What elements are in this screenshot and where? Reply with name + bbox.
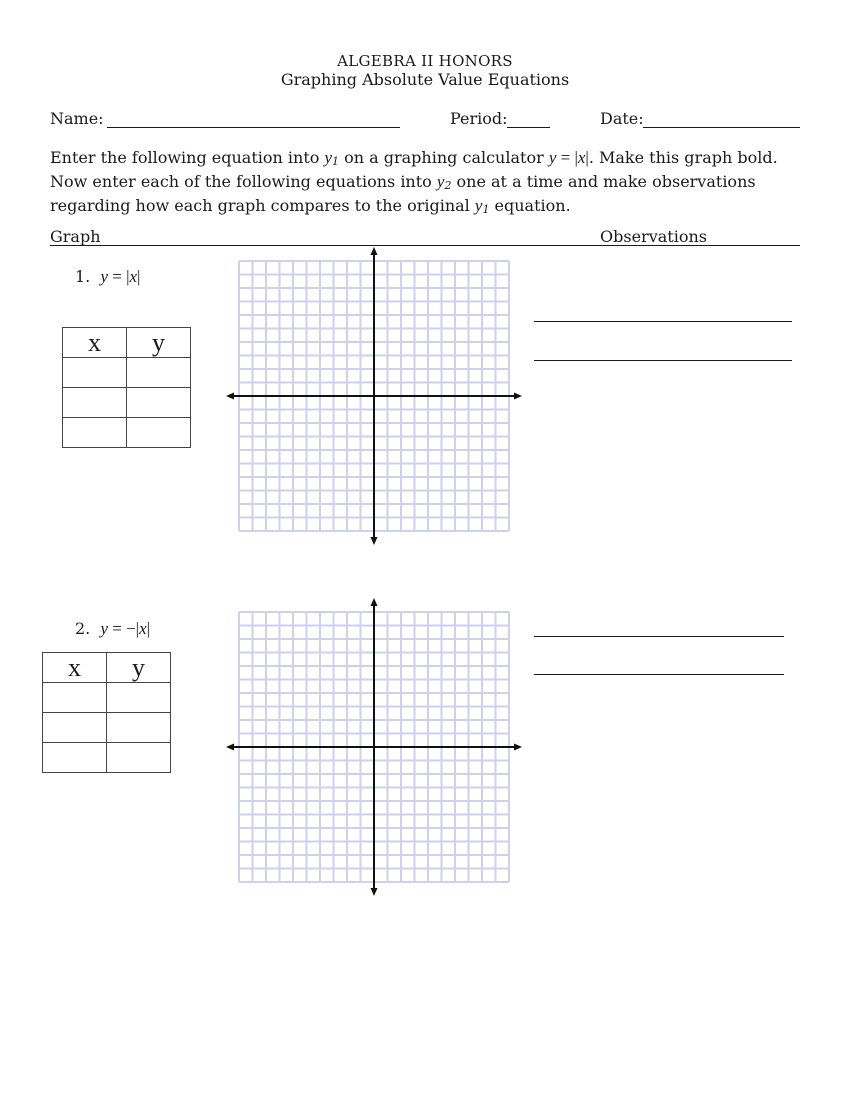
name-field[interactable] xyxy=(107,109,400,128)
y-axis-bottom-arrow xyxy=(371,537,378,545)
worksheet-title: ALGEBRA II HONORS xyxy=(337,52,513,70)
problem-2-observation-line-1[interactable] xyxy=(534,635,784,637)
y-axis-bottom-arrow xyxy=(371,888,378,896)
instructions-line-3: regarding how each graph compares to the original y1 equation. xyxy=(50,196,571,216)
period-field[interactable] xyxy=(507,109,550,128)
x-axis-right-arrow xyxy=(514,744,522,751)
problem-1-equation: 1. y = |x| xyxy=(75,267,141,286)
table-cell[interactable] xyxy=(43,713,107,743)
x-axis-right-arrow xyxy=(514,393,522,400)
problem-2-coordinate-grid[interactable] xyxy=(225,598,523,896)
date-field[interactable] xyxy=(643,109,800,128)
instructions-line-1: Enter the following equation into y1 on a graphing calculator y = |x|. Make this graph bold. xyxy=(50,148,778,168)
problem-2-equation: 2. y = −|x| xyxy=(75,619,151,638)
problem-1-xy-table xyxy=(62,327,191,448)
problem-1-coordinate-grid[interactable] xyxy=(225,247,523,545)
problem-1-observation-line-2[interactable] xyxy=(534,359,792,361)
observations-column-label: Observations xyxy=(600,227,707,246)
table-cell[interactable] xyxy=(127,358,191,388)
name-label: Name: xyxy=(50,109,104,128)
period-label: Period: xyxy=(450,109,508,128)
graph-column-label: Graph xyxy=(50,227,101,246)
y-axis-top-arrow xyxy=(371,247,378,255)
table-cell[interactable] xyxy=(107,743,171,773)
table-cell[interactable] xyxy=(43,683,107,713)
y-axis-top-arrow xyxy=(371,598,378,606)
worksheet-subtitle: Graphing Absolute Value Equations xyxy=(280,70,570,89)
problem-1-observation-line-1[interactable] xyxy=(534,320,792,322)
instructions-line-2: Now enter each of the following equations into y2 one at a time and make observations xyxy=(50,172,756,192)
date-label: Date: xyxy=(600,109,644,128)
problem-2-observation-line-2[interactable] xyxy=(534,673,784,675)
table-cell[interactable] xyxy=(63,418,127,448)
x-axis-left-arrow xyxy=(226,744,234,751)
table-cell[interactable] xyxy=(107,683,171,713)
table-header-y: y xyxy=(127,328,191,358)
table-cell[interactable] xyxy=(63,358,127,388)
instructions xyxy=(50,148,810,220)
table-cell[interactable] xyxy=(127,418,191,448)
table-cell[interactable] xyxy=(43,743,107,773)
x-axis-left-arrow xyxy=(226,393,234,400)
table-cell[interactable] xyxy=(127,388,191,418)
table-cell[interactable] xyxy=(63,388,127,418)
table-header-y: y xyxy=(107,653,171,683)
problem-2-xy-table xyxy=(42,652,171,773)
table-header-x: x xyxy=(63,328,127,358)
table-header-x: x xyxy=(43,653,107,683)
table-cell[interactable] xyxy=(107,713,171,743)
